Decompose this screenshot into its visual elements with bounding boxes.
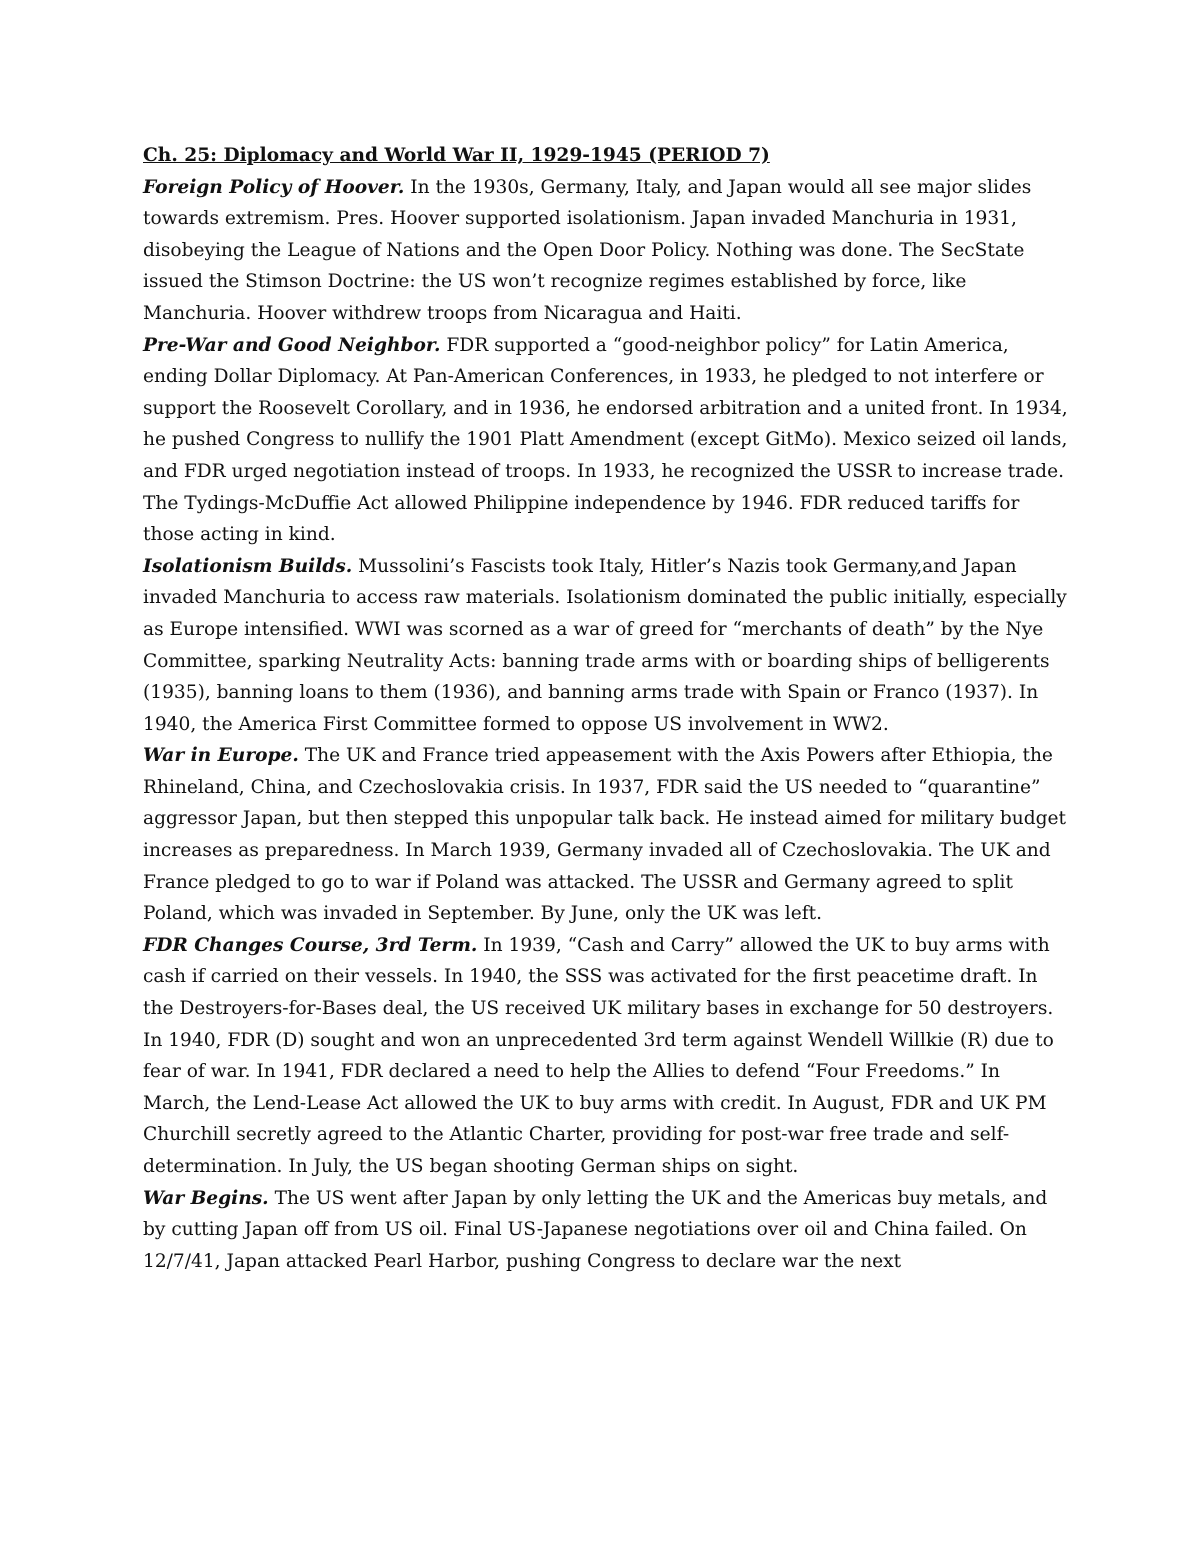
section-text: Mussolini’s Fascists took Italy, Hitler’s Nazis took Germany,and Japan invaded Manchuria to access raw materials. Isolationism dominated the public initially, especially as Europe intensified. WWI was scorned as a war of greed for “merchants of death” by the Nye Committee, sparking Neutrality Acts: banning trade arms with or boarding ships of belligerents (1935), banning loans to them (1936), and banning arms trade with Spain or Franco (1937). In 1940, the America First Committee formed to oppose US involvement in WW2. bbox=[143, 555, 1067, 735]
section-heading: War in Europe. bbox=[143, 745, 299, 767]
section-heading: FDR Changes Course, 3rd Term. bbox=[143, 934, 478, 956]
section-text: The UK and France tried appeasement with the Axis Powers after Ethiopia, the Rhineland, China, and Czechoslovakia crisis. In 1937, FDR said the US needed to “quarantine” aggressor Japan, but then stepped this unpopular talk back. He instead aimed for military budget increases as preparedness. In March 1939, Germany invaded all of Czechoslovakia. The UK and France pledged to go to war if Poland was attacked. The USSR and Germany agreed to split Poland, which was invaded in September. By June, only the UK was left. bbox=[143, 745, 1067, 925]
section-war-in-europe bbox=[143, 740, 1068, 930]
section-heading: Pre-War and Good Neighbor. bbox=[143, 334, 441, 356]
section-heading: War Begins. bbox=[143, 1187, 269, 1209]
section-text: In the 1930s, Germany, Italy, and Japan would all see major slides towards extremism. Pres. Hoover supported isolationism. Japan invaded Manchuria in 1931, disobeying the League of Nations and the Open Door Policy. Nothing was done. The SecState issued the Stimson Doctrine: the US won’t recognize regimes established by force, like Manchuria. Hoover withdrew troops from Nicaragua and Haiti. bbox=[143, 176, 1032, 324]
section-foreign-policy-of-hoover bbox=[143, 172, 1068, 330]
section-heading: Foreign Policy of Hoover. bbox=[143, 176, 405, 198]
section-pre-war-and-good-neighbor bbox=[143, 330, 1068, 551]
section-heading: Isolationism Builds. bbox=[143, 555, 353, 577]
section-isolationism-builds bbox=[143, 551, 1068, 741]
document-body bbox=[143, 140, 1068, 1277]
section-fdr-changes-course bbox=[143, 930, 1068, 1183]
section-war-begins bbox=[143, 1183, 1068, 1278]
section-text: FDR supported a “good-neighbor policy” for Latin America, ending Dollar Diplomacy. At Pan-American Conferences, in 1933, he pledged to not interfere or support the Roosevelt Corollary, and in 1936, he endorsed arbitration and a united front. In 1934, he pushed Congress to nullify the 1901 Platt Amendment (except GitMo). Mexico seized oil lands, and FDR urged negotiation instead of troops. In 1933, he recognized the USSR to increase trade. The Tydings-McDuffie Act allowed Philippine independence by 1946. FDR reduced tariffs for those acting in kind. bbox=[143, 334, 1068, 546]
section-text: The US went after Japan by only letting the UK and the Americas buy metals, and by cutting Japan off from US oil. Final US-Japanese negotiations over oil and China failed. On 12/7/41, Japan attacked Pearl Harbor, pushing Congress to declare war the next bbox=[143, 1187, 1048, 1272]
section-text: In 1939, “Cash and Carry” allowed the UK to buy arms with cash if carried on their vessels. In 1940, the SSS was activated for the first peacetime draft. In the Destroyers-for-Bases deal, the US received UK military bases in exchange for 50 destroyers. In 1940, FDR (D) sought and won an unprecedented 3rd term against Wendell Willkie (R) due to fear of war. In 1941, FDR declared a need to help the Allies to defend “Four Freedoms.” In March, the Lend-Lease Act allowed the UK to buy arms with credit. In August, FDR and UK PM Churchill secretly agreed to the Atlantic Charter, providing for post-war free trade and self-determination. In July, the US began shooting German ships on sight. bbox=[143, 934, 1054, 1177]
document-title: Ch. 25: Diplomacy and World War II, 1929-1945 (PERIOD 7) bbox=[143, 145, 770, 166]
